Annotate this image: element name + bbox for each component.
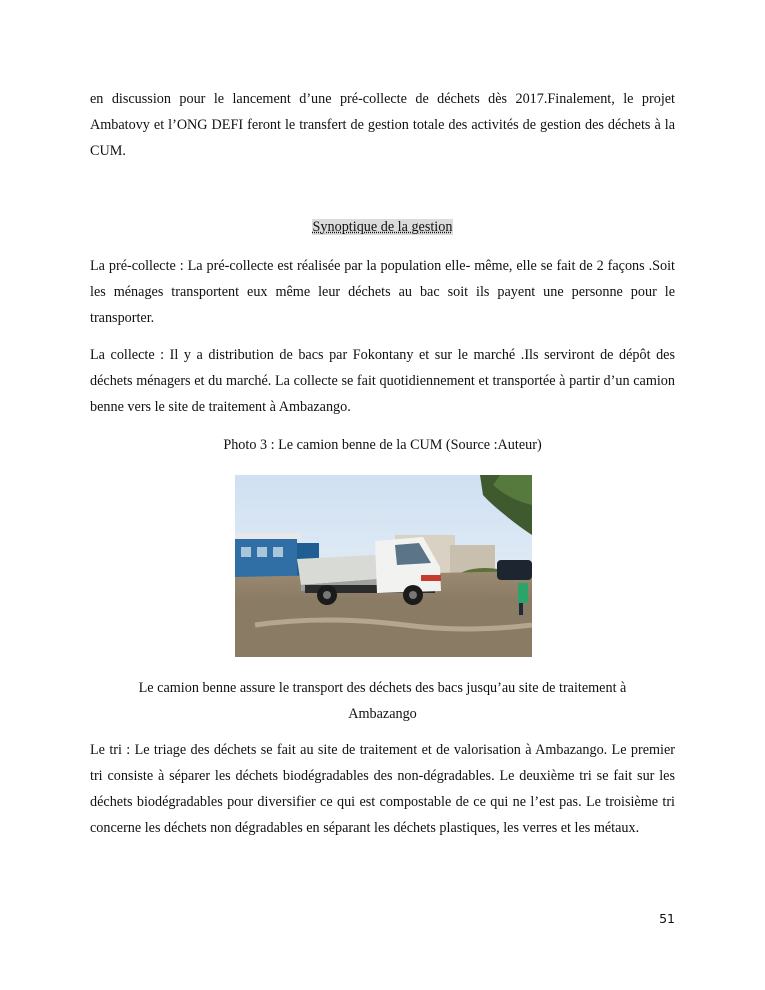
precollecte-paragraph: La pré-collecte : La pré-collecte est réalisée par la population elle- même, elle se fait de 2 façons .Soit les ménages transportent eux même leur déchets au bac soit ils payent une personne pour le transporter. xyxy=(90,258,675,326)
tri-paragraph: Le tri : Le triage des déchets se fait au site de traitement et de valorisation à Ambazango. Le premier tri consiste à séparer les déchets biodégradables des non-dégradables. Le deuxième tri se fait sur les déchets biodégradables pour diversifier ce qui est compostable de ce qui ne l’est pas. Le troisième tri concerne les déchets non dégradables en séparant les déchets plastiques, les verres et les métaux. xyxy=(90,742,675,836)
photo-caption: Le camion benne assure le transport des déchets des bacs jusqu’au site de traitement à Ambazango xyxy=(138,680,627,722)
collecte-paragraph: La collecte : Il y a distribution de bacs par Fokontany et sur le marché .Ils serviront de dépôt des déchets ménagers et du marché. La collecte se fait quotidiennement et transportée à partir d’un camion benne vers le site de traitement à Ambazango. xyxy=(90,347,675,415)
photo-title: Photo 3 : Le camion benne de la CUM (Source :Auteur) xyxy=(223,437,542,453)
truck-photo xyxy=(235,475,532,657)
intro-paragraph: en discussion pour le lancement d’une pré-collecte de déchets dès 2017.Finalement, le projet Ambatovy et l’ONG DEFI feront le transfert de gestion totale des activités de gestion des déchets à la CUM. xyxy=(90,91,675,159)
page-number: 51 xyxy=(659,911,675,926)
section-heading-text: Synoptique de la gestion xyxy=(312,219,453,235)
section-heading xyxy=(0,216,765,238)
